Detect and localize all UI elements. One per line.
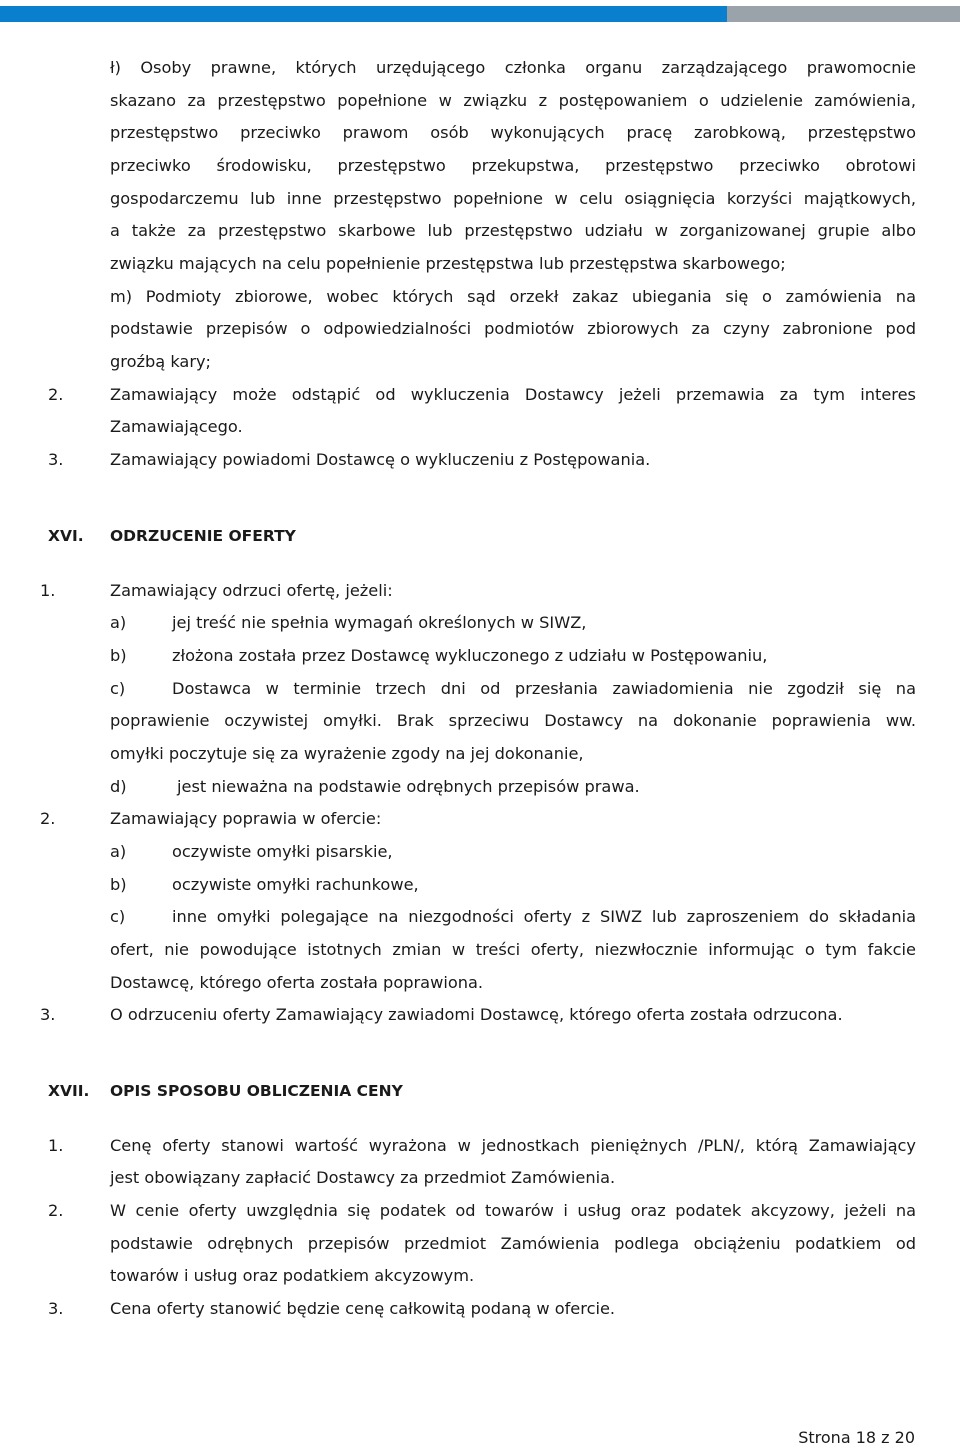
section-16-number: XVI. <box>48 527 84 545</box>
s17-p1-number: 1. <box>48 1136 64 1155</box>
s17-p2-number: 2. <box>48 1201 64 1220</box>
item-l-line-4: przeciwko środowisku, przestępstwo przekupstwa, przestępstwo przeciwko obrotowi <box>110 156 916 175</box>
item-m-line-3: groźbą kary; <box>110 352 212 371</box>
item-l-line-6: a także za przestępstwo skarbowe lub przestępstwo udziału w zorganizowanej grupie albo <box>110 221 916 240</box>
header-accent-bar <box>0 6 960 22</box>
s16-p2-c-line-1: inne omyłki polegające na niezgodności oferty z SIWZ lub zaproszeniem do składania <box>172 907 916 926</box>
header-bar-blue <box>0 6 727 22</box>
item-l-line-3: przestępstwo przeciwko prawom osób wykonujących pracę zarobkową, przestępstwo <box>110 123 916 142</box>
section-17-number: XVII. <box>48 1082 90 1100</box>
section-16-title: ODRZUCENIE OFERTY <box>110 527 296 545</box>
s16-p2-a-text: oczywiste omyłki pisarskie, <box>172 842 393 861</box>
point-2-number: 2. <box>48 385 64 404</box>
s16-p1-a-text: jej treść nie spełnia wymagań określonych w SIWZ, <box>172 613 587 632</box>
s16-p1-c-letter: c) <box>110 679 126 698</box>
point-3-text: Zamawiający powiadomi Dostawcę o wykluczeniu z Postępowania. <box>110 450 651 469</box>
point-3-number: 3. <box>48 450 64 469</box>
s17-p3-text: Cena oferty stanowić będzie cenę całkowitą podaną w ofercie. <box>110 1299 616 1318</box>
item-m-line-2: podstawie przepisów o odpowiedzialności podmiotów zbiorowych za czyny zabronione pod <box>110 319 916 338</box>
s16-p2-b-letter: b) <box>110 875 127 894</box>
s17-p1-line-1: Cenę oferty stanowi wartość wyrażona w jednostkach pieniężnych /PLN/, którą Zamawiający <box>110 1136 916 1155</box>
s16-p1-b-letter: b) <box>110 646 127 665</box>
s17-p2-line-1: W cenie oferty uwzględnia się podatek od towarów i usług oraz podatek akcyzowy, jeżeli na <box>110 1201 916 1220</box>
item-l-line-1: ł) Osoby prawne, których urzędującego członka organu zarządzającego prawomocnie <box>110 58 916 77</box>
s16-p2-c-letter: c) <box>110 907 126 926</box>
section-17-title: OPIS SPOSOBU OBLICZENIA CENY <box>110 1082 403 1100</box>
s16-p2-a-letter: a) <box>110 842 127 861</box>
s16-p2-c-line-3: Dostawcę, którego oferta została poprawiona. <box>110 973 484 992</box>
s16-p3-text: O odrzuceniu oferty Zamawiający zawiadomi Dostawcę, którego oferta została odrzucona. <box>110 1005 843 1024</box>
page-number: Strona 18 z 20 <box>798 1428 915 1447</box>
s17-p2-line-2: podstawie odrębnych przepisów przedmiot Zamówienia podlega obciążeniu podatkiem od <box>110 1234 916 1253</box>
s16-p1-b-text: złożona została przez Dostawcę wykluczonego z udziału w Postępowaniu, <box>172 646 768 665</box>
s16-p1-c-line-2: poprawienie oczywistej omyłki. Brak sprzeciwu Dostawcy na dokonanie poprawienia ww. <box>110 711 916 730</box>
s16-p1-a-letter: a) <box>110 613 127 632</box>
s17-p2-line-3: towarów i usług oraz podatkiem akcyzowym. <box>110 1266 475 1285</box>
s17-p1-line-2: jest obowiązany zapłacić Dostawcy za przedmiot Zamówienia. <box>110 1168 616 1187</box>
s16-p2-c-line-2: ofert, nie powodujące istotnych zmian w treści oferty, niezwłocznie informując o tym fakcie <box>110 940 916 959</box>
header-bar-gray <box>727 6 960 22</box>
s16-p2-number: 2. <box>40 809 56 828</box>
point-2-line-2: Zamawiającego. <box>110 417 243 436</box>
point-2-line-1: Zamawiający może odstąpić od wykluczenia Dostawcy jeżeli przemawia za tym interes <box>110 385 916 404</box>
s16-p1-number: 1. <box>40 581 56 600</box>
item-l-line-2: skazano za przestępstwo popełnione w związku z postępowaniem o udzielenie zamówienia, <box>110 91 916 110</box>
item-l-line-7: związku mających na celu popełnienie przestępstwa lub przestępstwa skarbowego; <box>110 254 786 273</box>
s16-p3-number: 3. <box>40 1005 56 1024</box>
s17-p3-number: 3. <box>48 1299 64 1318</box>
s16-p2-text: Zamawiający poprawia w ofercie: <box>110 809 382 828</box>
s16-p1-text: Zamawiający odrzuci ofertę, jeżeli: <box>110 581 393 600</box>
s16-p1-c-line-1: Dostawca w terminie trzech dni od przesłania zawiadomienia nie zgodził się na <box>172 679 916 698</box>
item-l-line-5: gospodarczemu lub inne przestępstwo popełnione w celu osiągnięcia korzyści majątkowych, <box>110 189 916 208</box>
s16-p1-d-text: jest nieważna na podstawie odrębnych przepisów prawa. <box>177 777 640 796</box>
s16-p1-c-line-3: omyłki poczytuje się za wyrażenie zgody na jej dokonanie, <box>110 744 584 763</box>
s16-p1-d-letter: d) <box>110 777 127 796</box>
item-m-line-1: m) Podmioty zbiorowe, wobec których sąd orzekł zakaz ubiegania się o zamówienia na <box>110 287 916 306</box>
s16-p2-b-text: oczywiste omyłki rachunkowe, <box>172 875 419 894</box>
